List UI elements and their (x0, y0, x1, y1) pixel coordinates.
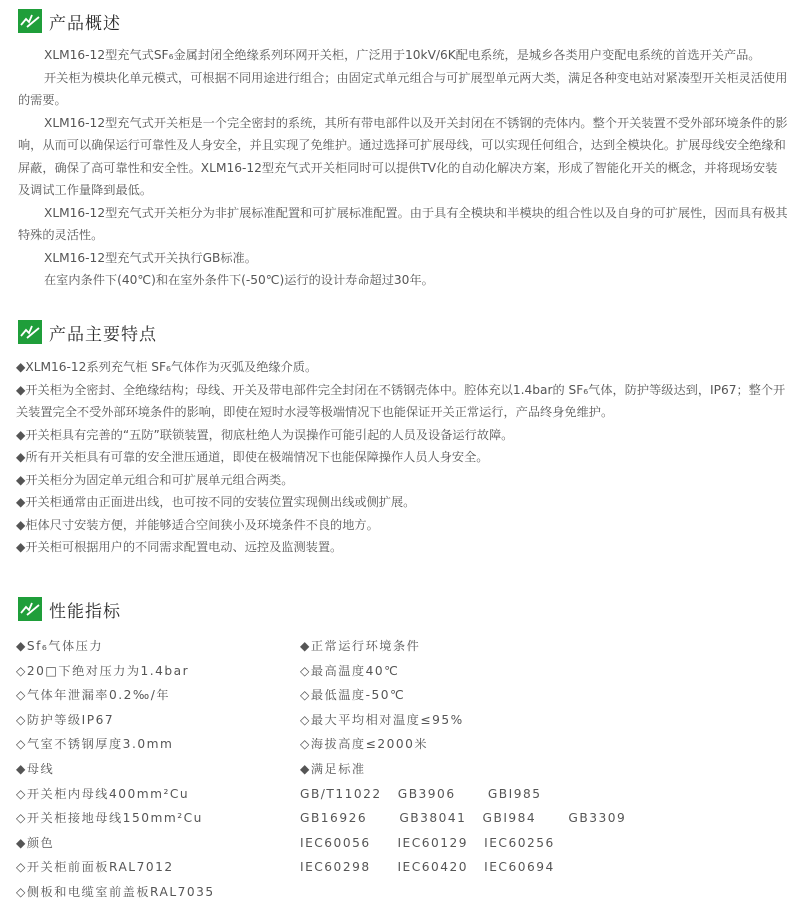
specs-right-column (300, 634, 626, 880)
specs-section-header (18, 597, 121, 621)
specs-left-column (16, 634, 215, 905)
overview-paragraph: XLM16-12型充气式开关执行GB标准。 (44, 250, 257, 265)
standard-codes: GB/T11022 GB3906 GBI985 (300, 786, 542, 801)
feature-item: ◆开关柜可根据用户的不同需求配置电动、远控及监测装置。 (16, 540, 343, 554)
feature-item: ◆XLM16-12系列充气柜 SF₆气体作为灭弧及绝缘介质。 (16, 360, 318, 374)
features-title: 产品主要特点 (49, 324, 157, 345)
standard-codes: IEC60056 IEC60129 IEC60256 (300, 835, 555, 850)
spec-item: ◆颜色 (16, 835, 55, 850)
overview-title: 产品概述 (49, 13, 121, 34)
spec-item: ◇开关柜前面板RAL7012 (16, 860, 174, 875)
spec-item: ◇开关柜接地母线150mm²Cu (16, 811, 203, 826)
feature-item: ◆所有开关柜具有可靠的安全泄压通道，即使在极端情况下也能保障操作人员人身安全。 (16, 450, 489, 464)
features-section-header (18, 320, 157, 344)
spec-item: ◆正常运行环境条件 (300, 639, 421, 653)
specs-title: 性能指标 (49, 601, 121, 622)
feature-item: ◆开关柜具有完善的“五防”联锁装置，彻底杜绝人为误操作可能引起的人员及设备运行故障。 (16, 427, 514, 442)
spec-item: ◇最高温度40℃ (300, 663, 400, 678)
section-heading-icon (18, 597, 42, 621)
section-heading-icon (18, 9, 42, 33)
feature-item: ◆开关柜为全密封、全绝缘结构；母线、开关及带电部件完全封闭在不锈钢壳体中。腔体充以1.4bar的 SF₆气体，防护等级达到，IP67；整个开关装置完全不受外部环境条件的影响，即使在短时水浸等极端情况下也能保证开关正常运行，产品终身免维护。 (16, 382, 786, 419)
spec-item: ◇防护等级IP67 (16, 712, 115, 727)
standard-codes: GB16926 GB38041 GBI984 GB3309 (300, 811, 627, 826)
spec-item: ◇海拔高度≤2000米 (300, 737, 429, 752)
overview-paragraph: 开关柜为模块化单元模式，可根据不同用途进行组合；由固定式单元组合与可扩展型单元两大类，满足各种变电站对紧凑型开关柜灵活使用的需要。 (18, 70, 788, 107)
spec-item: ◆母线 (16, 761, 55, 776)
standard-codes: IEC60298 IEC60420 IEC60694 (300, 860, 555, 875)
spec-item: ◇气体年泄漏率0.2‰/年 (16, 688, 171, 703)
section-heading-icon (18, 320, 42, 344)
features-list (16, 356, 792, 559)
spec-item: ◆满足标准 (300, 761, 366, 776)
overview-paragraph: XLM16-12型充气式开关柜是一个完全密封的系统，其所有带电部件以及开关封闭在不锈钢的壳体内。整个开关装置不受外部环境条件的影响，从而可以确保运行可靠性及人身安全，并且实现了免维护。通过选择可扩展母线，可以实现任何组合，达到全模块化。扩展母线安全绝缘和屏蔽，确保了高可靠性和安全性。XLM16-12型充气式开关柜同时可以提供TV化的自动化解决方案，形成了智能化开关的概念，并将现场安装及调试工作量降到最低。 (18, 115, 788, 197)
overview-body (18, 44, 788, 292)
overview-paragraph: XLM16-12型充气式SF₆金属封闭全绝缘系列环网开关柜，广泛用于10kV/6K配电系统，是城乡各类用户变配电系统的首选开关产品。 (44, 48, 761, 62)
overview-section-header (18, 9, 121, 33)
spec-item: ◆Sf₆气体压力 (16, 639, 104, 653)
overview-paragraph: 在室内条件下(40℃)和在室外条件下(-50℃)运行的设计寿命超过30年。 (44, 273, 434, 287)
feature-item: ◆开关柜通常由正面进出线，也可按不同的安装位置实现侧出线或侧扩展。 (16, 495, 416, 509)
feature-item: ◆柜体尺寸安装方便，并能够适合空间狭小及环境条件不良的地方。 (16, 517, 379, 532)
overview-paragraph: XLM16-12型充气式开关柜分为非扩展标准配置和可扩展标准配置。由于具有全模块和半模块的组合性以及自身的可扩展性，因而具有极其特殊的灵活性。 (18, 205, 788, 242)
feature-item: ◆开关柜分为固定单元组合和可扩展单元组合两类。 (16, 472, 294, 487)
spec-item: ◇气室不锈钢厚度3.0mm (16, 737, 174, 752)
spec-item: ◇侧板和电缆室前盖板RAL7035 (16, 884, 215, 899)
spec-item: ◇最大平均相对温度≤95% (300, 712, 464, 727)
spec-item: ◇20□下绝对压力为1.4bar (16, 663, 190, 678)
spec-item: ◇开关柜内母线400mm²Cu (16, 786, 190, 801)
spec-item: ◇最低温度-50℃ (300, 688, 406, 703)
